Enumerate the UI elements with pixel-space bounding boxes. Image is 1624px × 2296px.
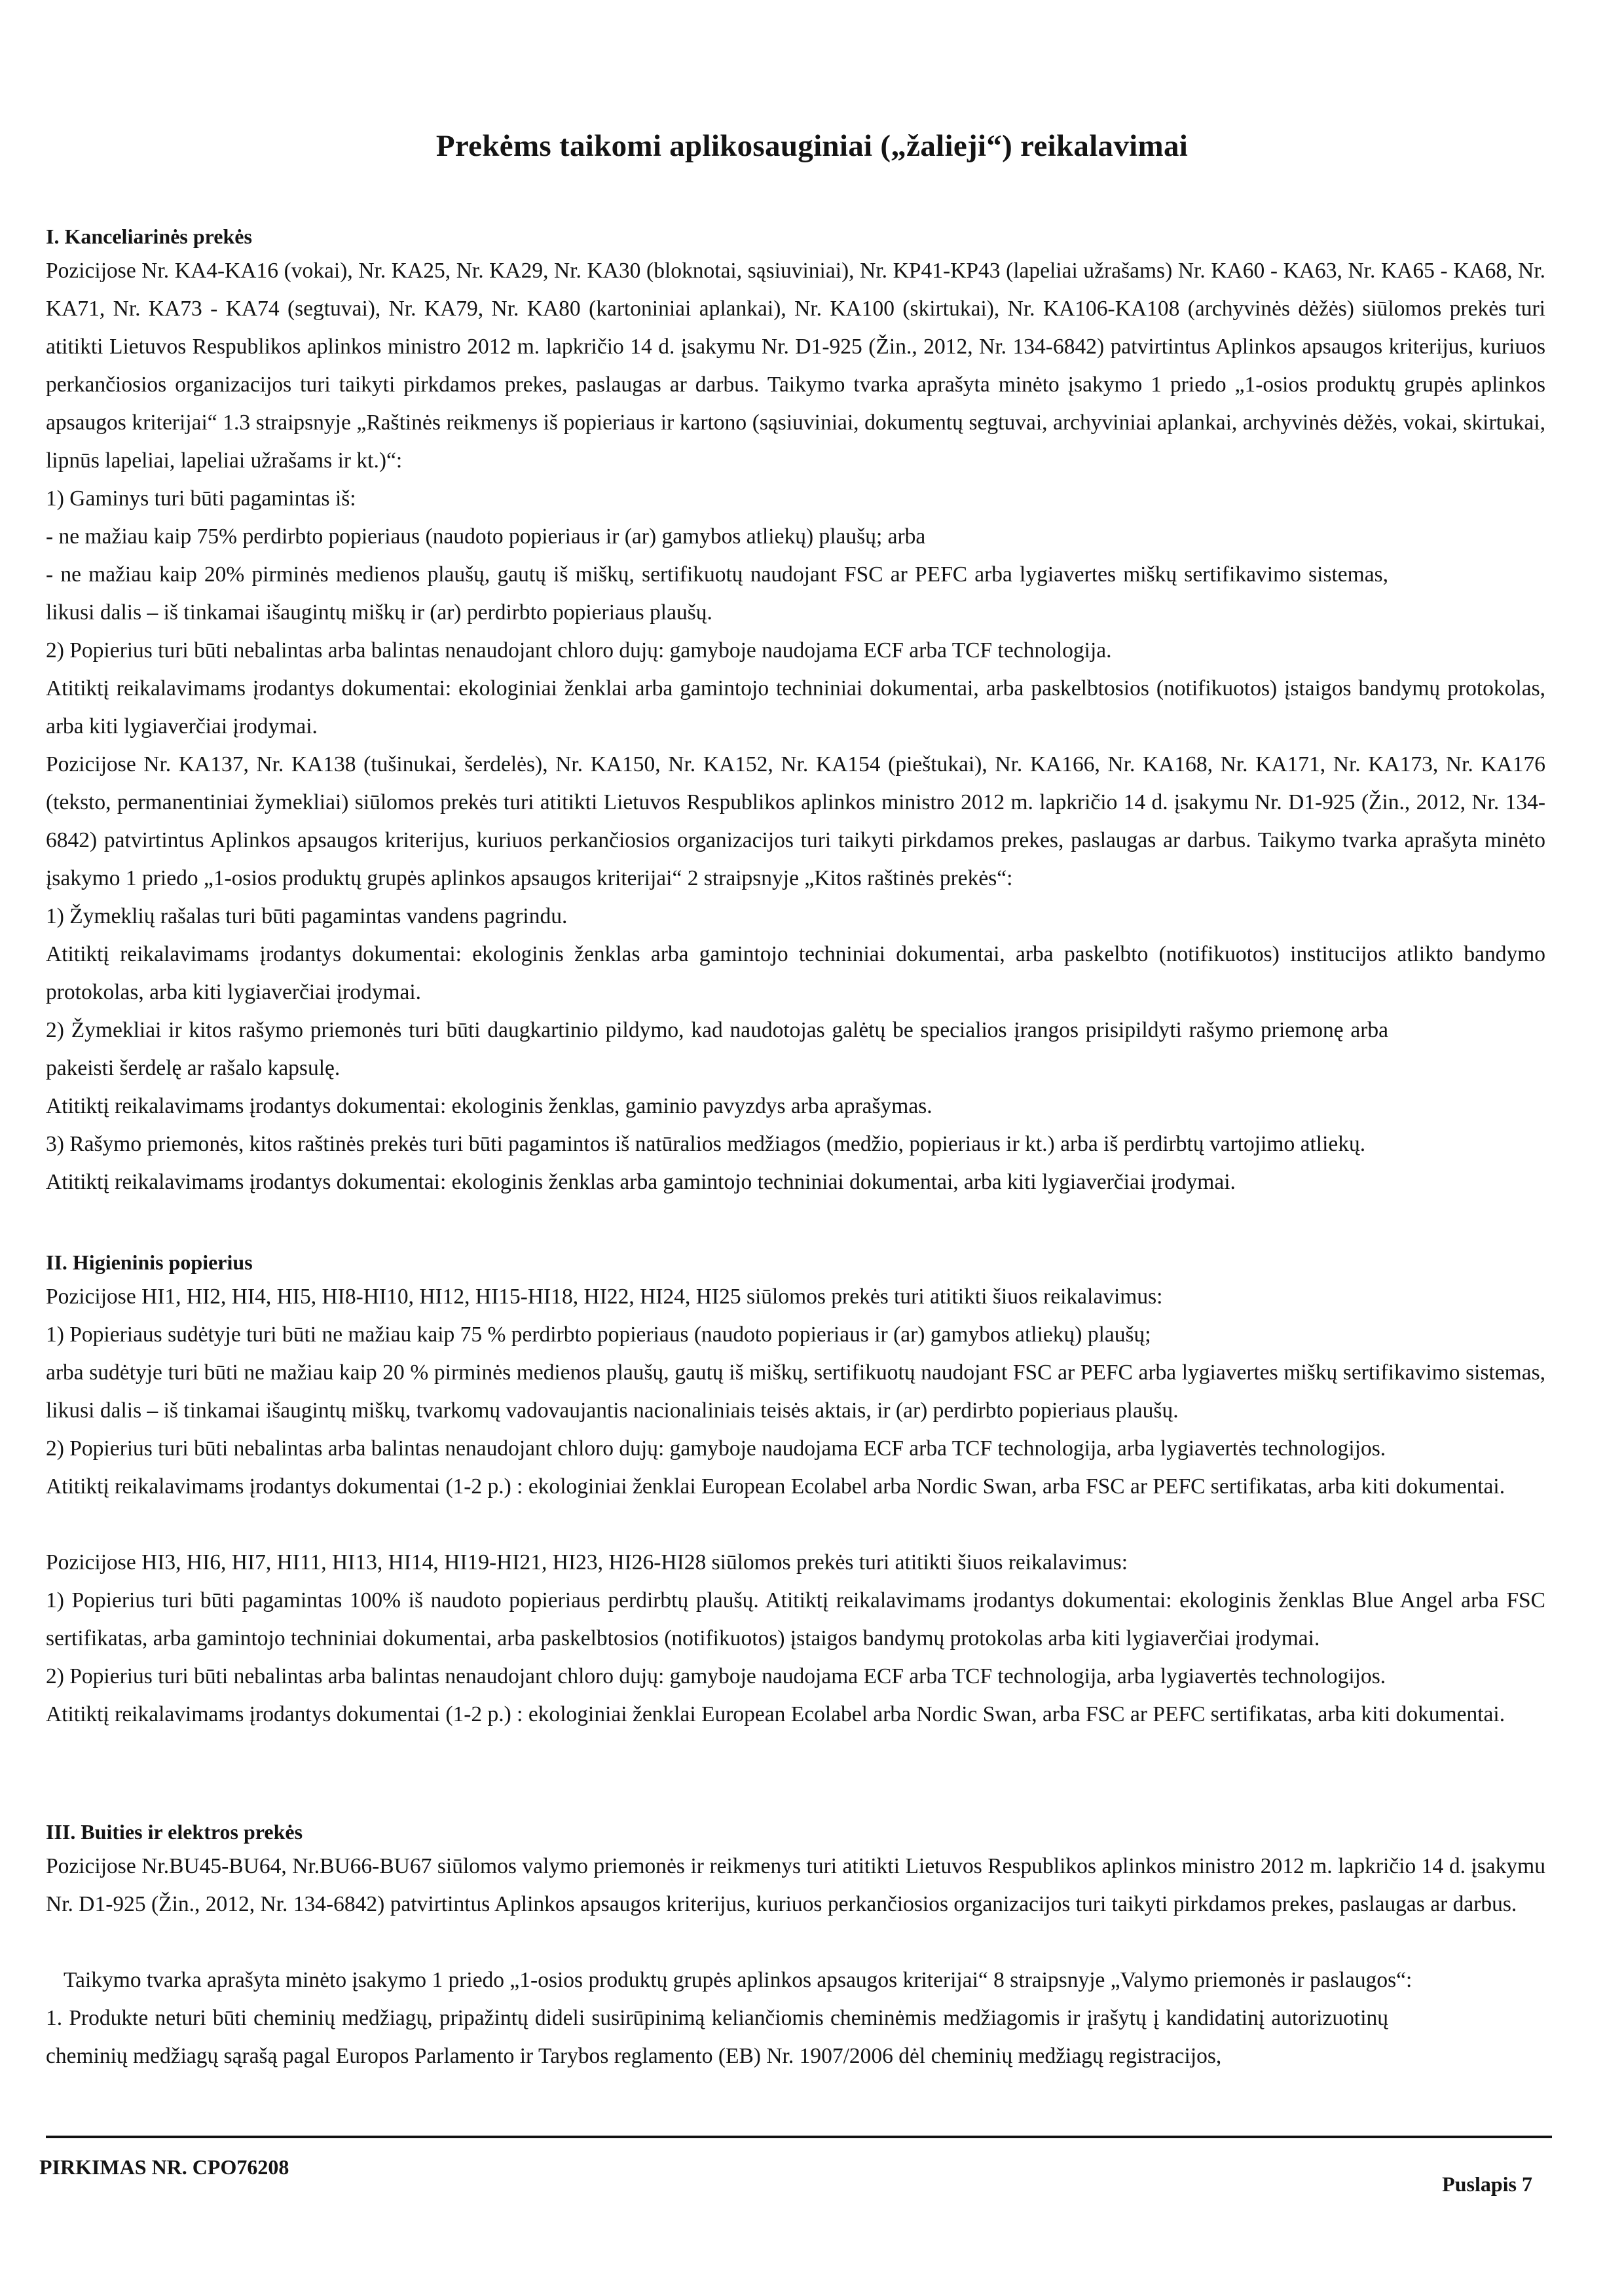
paragraph: 1) Žymeklių rašalas turi būti pagamintas vandens pagrindu. [46,904,568,928]
paragraph: 2) Popierius turi būti nebalintas arba balintas nenaudojant chloro dujų: gamyboje naudojama ECF arba TCF technologija. [46,638,1112,663]
page-number: Puslapis 7 [1442,2172,1532,2196]
paragraph: Pozicijose Nr. KA4-KA16 (vokai), Nr. KA25, Nr. KA29, Nr. KA30 (bloknotai, sąsiuviniai), Nr. KP41-KP43 (lapeliai užrašams) Nr. KA60 - KA63, Nr. KA65 - KA68, Nr. KA71, Nr. KA73 - KA74 (segtuvai), Nr. KA79, Nr. KA80 (kartoniniai aplankai), Nr. KA100 (skirtukai), Nr. KA106-KA108 (archyvinės dėžės) siūlomos prekės turi atitikti Lietuvos Respublikos aplinkos ministro 2012 m. lapkričio 14 d. įsakymu Nr. D1-925 (Žin., 2012, Nr. 134-6842) patvirtintus Aplinkos apsaugos kriterijus, kuriuos perkančiosios organizacijos turi taikyti pirkdamos prekes, paslaugas ar darbus. Taikymo tvarka aprašyta minėto įsakymo 1 priedo „1-osios produktų grupės aplinkos apsaugos kriterijai“ 1.3 straipsnyje „Raštinės reikmenys iš popieriaus ir kartono (sąsiuviniai, dokumentų segtuvai, archyviniai aplankai, archyvinės dėžės, vokai, skirtukai, lipnūs lapeliai, lapeliai užrašams ir kt.)“: [46,259,1545,473]
document-title: Prekėms taikomi aplikosauginiai („žalieji“) reikalavimai [435,129,1189,163]
paragraph: Atitiktį reikalavimams įrodantys dokumentai: ekologinis ženklas arba gamintojo techniniai dokumentai, arba kiti lygiaverčiai įrodymai. [46,1170,1236,1194]
paragraph: arba sudėtyje turi būti ne mažiau kaip 20 % pirminės medienos plaušų, gautų iš miškų, sertifikuotų naudojant FSC ar PEFC arba lygiavertes miškų sertifikavimo sistemas, likusi dalis – iš tinkamai išaugintų miškų, tvarkomų vadovaujantis nacionaliniais teisės aktais, ir (ar) perdirbto popieriaus plaušų. [46,1360,1545,1423]
section-heading: I. Kanceliarinės prekės [46,225,252,248]
paragraph: - ne mažiau kaip 20% pirminės medienos plaušų, gautų iš miškų, sertifikuotų naudojant FSC ar PEFC arba lygiavertes miškų sertifikavimo sistemas, likusi dalis – iš tinkamai išaugintų miškų ir (ar) perdirbto popieriaus plaušų. [46,562,1388,625]
purchase-number: PIRKIMAS NR. CPO76208 [39,2155,289,2179]
paragraph: 1) Popieriaus sudėtyje turi būti ne mažiau kaip 75 % perdirbto popieriaus (naudoto popieriaus ir (ar) gamybos atliekų) plaušų; [46,1322,1151,1347]
paragraph: 2) Popierius turi būti nebalintas arba balintas nenaudojant chloro dujų: gamyboje naudojama ECF arba TCF technologija, arba lygiavertės technologijos. [46,1664,1386,1688]
paragraph: Atitiktį reikalavimams įrodantys dokumentai: ekologiniai ženklai arba gamintojo techniniai dokumentai, arba paskelbtosios (notifikuotos) įstaigos bandymų protokolas, arba kiti lygiaverčiai įrodymai. [46,676,1545,738]
paragraph: 1. Produkte neturi būti cheminių medžiagų, pripažintų dideli susirūpinimą keliančiomis cheminėmis medžiagomis ir įrašytų į kandidatinį autorizuotinų cheminių medžiagų sąrašą pagal Europos Parlamento ir Tarybos reglamento (EB) Nr. 1907/2006 dėl cheminių medžiagų registracijos, [46,2006,1388,2068]
paragraph: Atitiktį reikalavimams įrodantys dokumentai: ekologinis ženklas, gaminio pavyzdys arba aprašymas. [46,1094,932,1118]
footer-rule [46,2136,1552,2138]
paragraph: 1) Popierius turi būti pagamintas 100% iš naudoto popieriaus perdirbtų plaušų. Atitiktį reikalavimams įrodantys dokumentai: ekologinis ženklas Blue Angel arba FSC sertifikatas, arba gamintojo techniniai dokumentai, arba paskelbtosios (notifikuotos) įstaigos bandymų protokolas arba kiti lygiaverčiai įrodymai. [46,1588,1545,1650]
paragraph: Pozicijose HI1, HI2, HI4, HI5, HI8-HI10, HI12, HI15-HI18, HI22, HI24, HI25 siūlomos prekės turi atitikti šiuos reikalavimus: [46,1285,1163,1309]
paragraph: 1) Gaminys turi būti pagamintas iš: [46,486,356,511]
section-heading: II. Higieninis popierius [46,1250,253,1274]
paragraph: - ne mažiau kaip 75% perdirbto popieriaus (naudoto popieriaus ir (ar) gamybos atliekų) plaušų; arba [46,524,926,549]
paragraph: Atitiktį reikalavimams įrodantys dokumentai (1-2 p.) : ekologiniai ženklai European Ecolabel arba Nordic Swan, arba FSC ar PEFC sertifikatas, arba kiti dokumentai. [46,1474,1505,1499]
paragraph: 2) Žymekliai ir kitos rašymo priemonės turi būti daugkartinio pildymo, kad naudotojas galėtų be specialios įrangos prisipildyti rašymo priemonę arba pakeisti šerdelę ar rašalo kapsulę. [46,1018,1388,1080]
section-heading: III. Buities ir elektros prekės [46,1820,303,1844]
paragraph: Atitiktį reikalavimams įrodantys dokumentai (1-2 p.) : ekologiniai ženklai European Ecolabel arba Nordic Swan, arba FSC ar PEFC sertifikatas, arba kiti dokumentai. [46,1702,1505,1726]
paragraph: Taikymo tvarka aprašyta minėto įsakymo 1 priedo „1-osios produktų grupės aplinkos apsaugos kriterijai“ 8 straipsnyje „Valymo priemonės ir paslaugos“: [64,1968,1412,1992]
paragraph: Pozicijose Nr.BU45-BU64, Nr.BU66-BU67 siūlomos valymo priemonės ir reikmenys turi atitikti Lietuvos Respublikos aplinkos ministro 2012 m. lapkričio 14 d. įsakymu Nr. D1-925 (Žin., 2012, Nr. 134-6842) patvirtintus Aplinkos apsaugos kriterijus, kuriuos perkančiosios organizacijos turi taikyti pirkdamos prekes, paslaugas ar darbus. [46,1854,1545,1916]
paragraph: Atitiktį reikalavimams įrodantys dokumentai: ekologinis ženklas arba gamintojo techniniai dokumentai, arba paskelbto (notifikuotos) institucijos atlikto bandymo protokolas, arba kiti lygiaverčiai įrodymai. [46,942,1545,1004]
paragraph: Pozicijose Nr. KA137, Nr. KA138 (tušinukai, šerdelės), Nr. KA150, Nr. KA152, Nr. KA154 (pieštukai), Nr. KA166, Nr. KA168, Nr. KA171, Nr. KA173, Nr. KA176 (teksto, permanentiniai žymekliai) siūlomos prekės turi atitikti Lietuvos Respublikos aplinkos ministro 2012 m. lapkričio 14 d. įsakymu Nr. D1-925 (Žin., 2012, Nr. 134-6842) patvirtintus Aplinkos apsaugos kriterijus, kuriuos perkančiosios organizacijos turi taikyti pirkdamos prekes, paslaugas ar darbus. Taikymo tvarka aprašyta minėto įsakymo 1 priedo „1-osios produktų grupės aplinkos apsaugos kriterijai“ 2 straipsnyje „Kitos raštinės prekės“: [46,752,1545,890]
paragraph: 2) Popierius turi būti nebalintas arba balintas nenaudojant chloro dujų: gamyboje naudojama ECF arba TCF technologija, arba lygiavertės technologijos. [46,1436,1386,1461]
paragraph: 3) Rašymo priemonės, kitos raštinės prekės turi būti pagamintos iš natūralios medžiagos (medžio, popieriaus ir kt.) arba iš perdirbtų vartojimo atliekų. [46,1132,1366,1156]
paragraph: Pozicijose HI3, HI6, HI7, HI11, HI13, HI14, HI19-HI21, HI23, HI26-HI28 siūlomos prekės turi atitikti šiuos reikalavimus: [46,1550,1128,1575]
